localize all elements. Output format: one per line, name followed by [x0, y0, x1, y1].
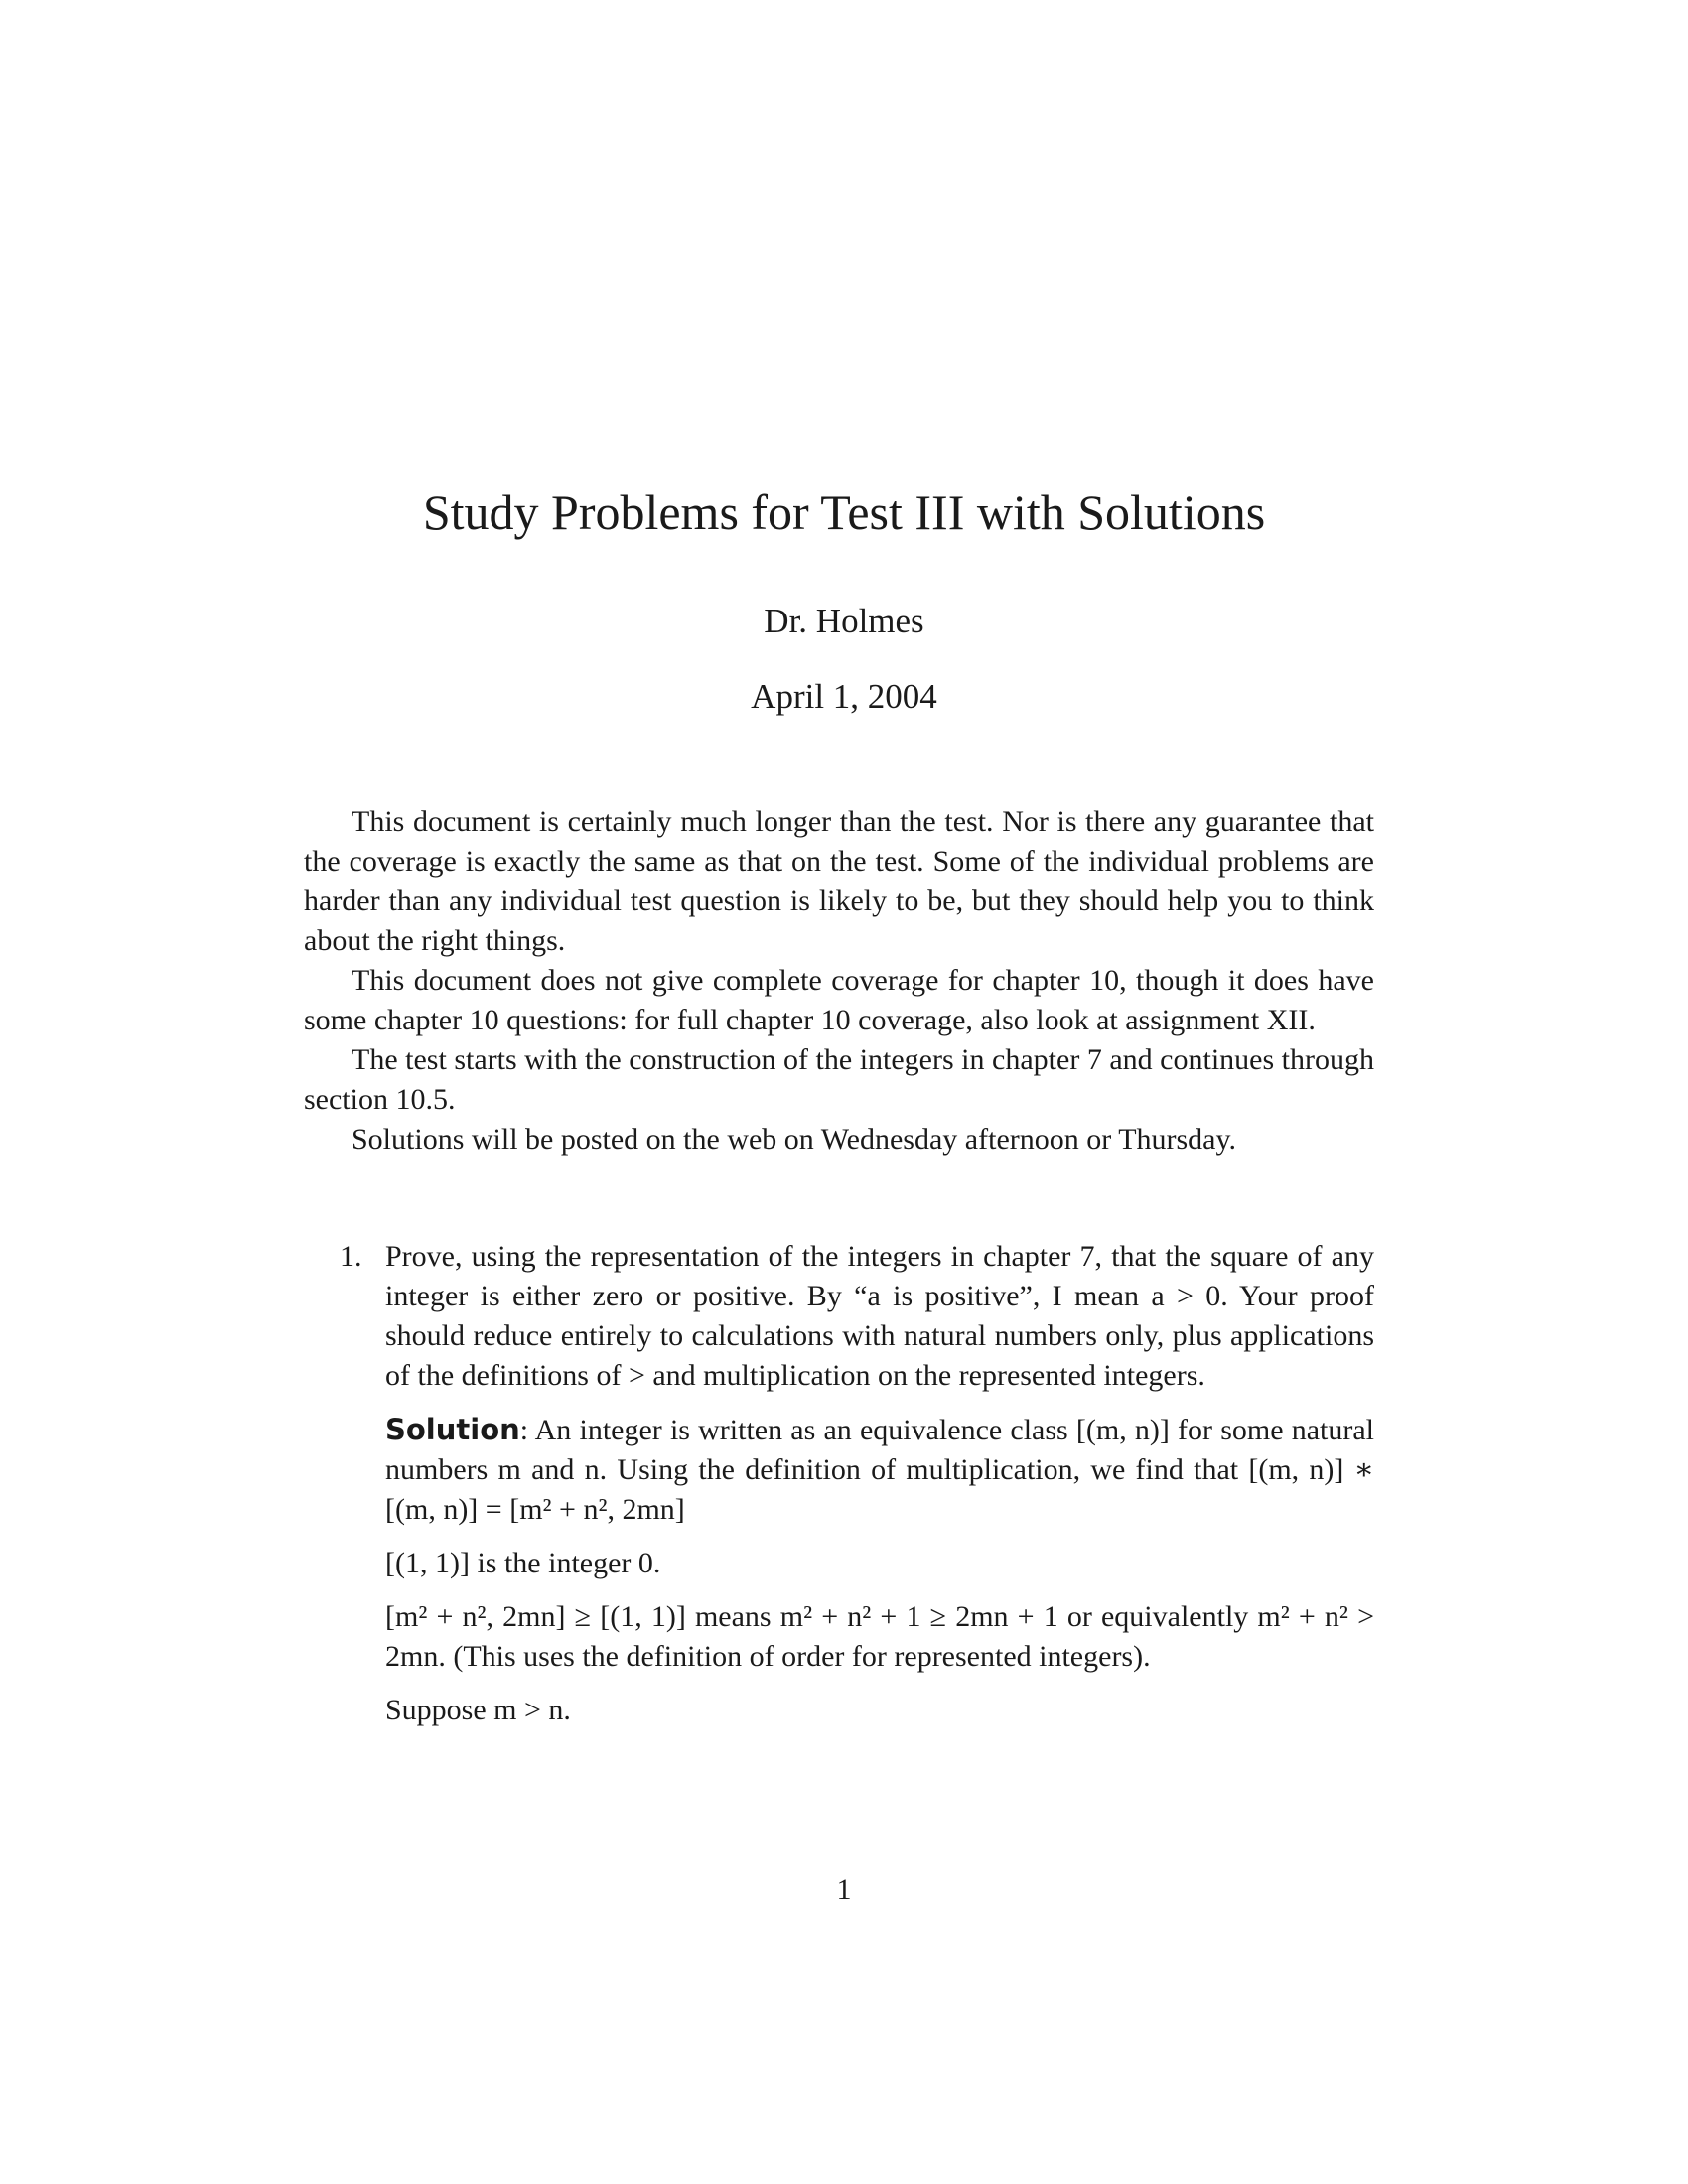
solution-label: Solution	[385, 1413, 520, 1446]
intro-paragraph: The test starts with the construction of the integers in chapter 7 and continues through section 10.5.	[304, 1043, 1374, 1116]
intro-section	[304, 802, 1374, 1160]
solution-text: : An integer is written as an equivalence class [(m, n)] for some natural numbers m and n. Using the definition of multiplication, we find that [(m, n)] ∗ [(m, n)] = [m² + n², 2mn]	[385, 1414, 1374, 1526]
author-name: Dr. Holmes	[764, 602, 924, 640]
page-number: 1	[836, 1873, 852, 1906]
solution-line: Suppose m > n.	[385, 1694, 571, 1726]
solution-line: [m² + n², 2mn] ≥ [(1, 1)] means m² + n² + 1 ≥ 2mn + 1 or equivalently m² + n² > 2mn. (This uses the definition of order for represented integers).	[385, 1600, 1374, 1673]
intro-paragraph: This document is certainly much longer than the test. Nor is there any guarantee that the coverage is exactly the same as that on the test. Some of the individual problems are harder than any individual test question is likely to be, but they should help you to think about the right things.	[304, 805, 1374, 957]
intro-paragraph: Solutions will be posted on the web on Wednesday afternoon or Thursday.	[352, 1123, 1237, 1156]
solution-line: [(1, 1)] is the integer 0.	[385, 1547, 661, 1579]
intro-paragraph: This document does not give complete coverage for chapter 10, though it does have some chapter 10 questions: for full chapter 10 coverage, also look at assignment XII.	[304, 964, 1374, 1036]
problem-content	[385, 1237, 1374, 1730]
document-date: April 1, 2004	[751, 677, 937, 716]
problem-number: 1.	[340, 1240, 362, 1273]
problem-statement: Prove, using the representation of the integers in chapter 7, that the square of any integer is either zero or positive. By “a is positive”, I mean a > 0. Your proof should reduce entirely to calculations with natural numbers only, plus applications of the definitions of > and multiplication on the represented integers.	[385, 1240, 1374, 1392]
problem-item	[304, 1237, 1374, 1744]
document-title: Study Problems for Test III with Solutions	[422, 484, 1266, 540]
solution-paragraph	[385, 1410, 1374, 1530]
